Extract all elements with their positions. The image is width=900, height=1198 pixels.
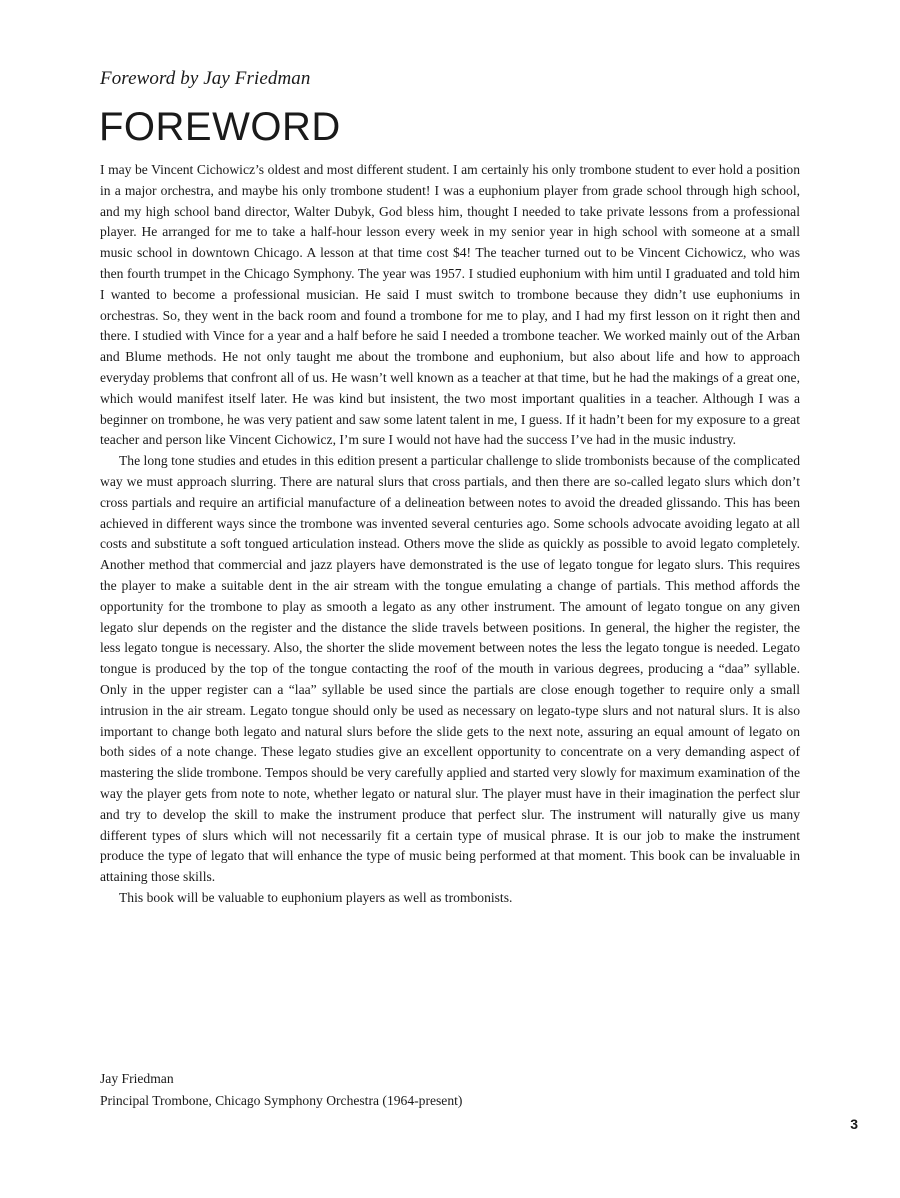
- paragraph-2: The long tone studies and etudes in this edition present a particular challenge to slide trombonists because of the complicated way we must approach slurring. There are natural slurs that cross partials, and then there are so-called legato slurs which don’t cross partials and require an artificial manufacture of a delineation between notes to avoid the dreaded glissando. This has been achieved in different ways since the trombone was invented several centuries ago. Some schools advocate avoiding legato at all costs and substitute a soft tongued articulation instead. Others move the slide as quickly as possible to avoid legato completely. Another method that commercial and jazz players have demonstrated is the use of legato tongue for legato slurs. This requires the player to make a suitable dent in the air stream with the tongue emulating a change of partials. This method affords the opportunity for the trombone to play as smooth a legato as any other instrument. The amount of legato tongue on any given legato slur depends on the register and the distance the slide travels between positions. In general, the higher the register, the less legato tongue is necessary. Also, the shorter the slide movement between notes the less the legato tongue is needed. Legato tongue is produced by the top of the tongue contacting the roof of the mouth in various degrees, producing a “daa” syllable. Only in the upper register can a “laa” syllable be used since the partials are close enough together to require only a small intrusion in the air stream. Legato tongue should only be used as necessary on legato-type slurs and not natural slurs. It is also important to change both legato and natural slurs before the slide gets to the next note, assuring an equal amount of legato on both sides of a note change. These legato studies give an excellent opportunity to concentrate on a very demanding aspect of mastering the slide trombone. Tempos should be very carefully applied and started very slowly for maximum examination of the way the player gets from note to note, whether legato or natural slur. The player must have in their imagination the perfect slur and try to develop the skill to make the instrument produce that perfect slur. The instrument will naturally give us many different types of slurs which will not necessarily fit a certain type of musical phrase. It is our job to make the instrument produce the type of legato that will enhance the type of music being performed at that moment. This book can be invaluable in attaining those skills.: [100, 453, 800, 885]
- paragraph-1: I may be Vincent Cichowicz’s oldest and most different student. I am certainly his only trombone student to ever hold a position in a major orchestra, and maybe his only trombone student! I was a euphonium player from grade school through high school, and my high school band director, Walter Dubyk, God bless him, thought I needed to take private lessons from a professional player. He arranged for me to take a half-hour lesson every week in my senior year in high school with someone at a small music school in downtown Chicago. A lesson at that time cost $4! The teacher turned out to be Vincent Cichowicz, who was then fourth trumpet in the Chicago Symphony. The year was 1957. I studied euphonium with him until I graduated and told him I wanted to become a professional musician. He said I must switch to trombone because they didn’t use euphoniums in orchestras. So, they went in the back room and found a trombone for me to play, and I had my first lesson on it right then and there. I studied with Vince for a year and a half before he said I needed a trombone teacher. We worked mainly out of the Arban and Blume methods. He not only taught me about the trombone and euphonium, but also about life and how to approach everyday problems that confront all of us. He wasn’t well known as a teacher at that time, but he had the makings of a great one, which would manifest itself later. He was kind but insistent, the two most important qualities in a teacher. Although I was a beginner on trombone, he was very patient and saw some latent talent in me, I guess. If it hadn’t been for my exposure to a great teacher and person like Vincent Cichowicz, I’m sure I would not have had the success I’ve had in the music industry.: [100, 162, 800, 448]
- foreword-byline: Foreword by Jay Friedman: [100, 68, 311, 89]
- paragraph-3: This book will be valuable to euphonium players as well as trombonists.: [119, 889, 513, 905]
- signature-position: Principal Trombone, Chicago Symphony Orchestra (1964-present): [100, 1093, 463, 1108]
- foreword-body: [100, 160, 800, 909]
- page-title: FOREWORD: [99, 105, 341, 149]
- signature-block: [100, 1068, 462, 1112]
- page-number: 3: [850, 1116, 858, 1132]
- signature-name: Jay Friedman: [100, 1071, 174, 1086]
